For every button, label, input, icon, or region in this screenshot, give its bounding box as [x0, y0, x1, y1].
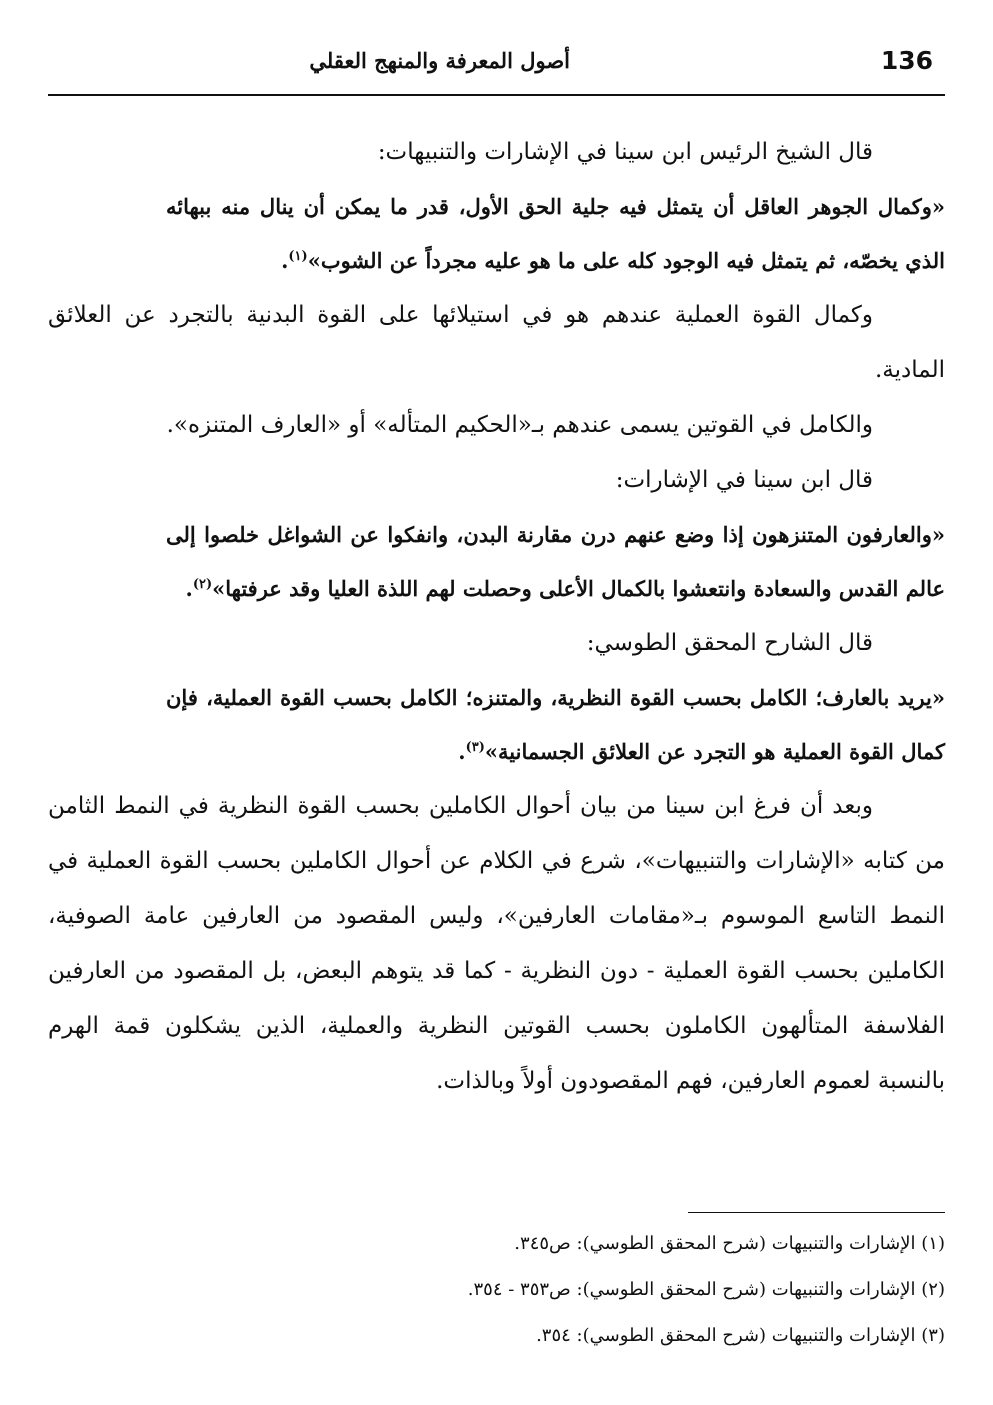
quote-2-end: .: [185, 576, 193, 601]
paragraph-5: قال الشارح المحقق الطوسي:: [586, 630, 873, 656]
quote-1: [166, 180, 945, 288]
footnotes: [48, 1221, 945, 1359]
footnote-1: [48, 1221, 945, 1267]
quote-3-end: .: [458, 739, 466, 764]
footnote-separator: [688, 1212, 945, 1213]
quote-3: [166, 671, 945, 779]
quote-2: [166, 508, 945, 616]
footnote-number: (٢): [921, 1279, 945, 1300]
footnote-ref-3: (٣): [465, 740, 485, 755]
quote-1-end: .: [281, 248, 289, 273]
paragraph-6: وبعد أن فرغ ابن سينا من بيان أحوال الكاملين بحسب القوة النظرية في النمط الثامن من كتابه «الإشارات والتنبيهات»، شرع في الكلام عن أحوال الكاملين بحسب القوة العملية في النمط التاسع الموسوم بـ«مقامات العارفين»، وليس المقصود من العارفين عامة الصوفية، الكاملين بحسب القوة العملية - دون النظرية - كما قد يتوهم البعض، بل المقصود من العارفين الفلاسفة المتألهون الكاملون بحسب القوتين النظرية والعملية، الذين يشكلون قمة الهرم بالنسبة لعموم العارفين، فهم المقصودون أولاً وبالذات.: [48, 793, 945, 1094]
quote-3-text: «يريد بالعارف؛ الكامل بحسب القوة النظرية، والمتنزه؛ الكامل بحسب القوة العملية، فإن كمال القوة العملية هو التجرد عن العلائق الجسمانية»: [166, 685, 945, 764]
quote-2-text: «والعارفون المتنزهون إذا وضع عنهم درن مقارنة البدن، وانفكوا عن الشواغل خلصوا إلى عالم القدس والسعادة وانتعشوا بالكمال الأعلى وحصلت لهم اللذة العليا وقد عرفتها»: [166, 522, 945, 601]
paragraph-1: قال الشيخ الرئيس ابن سينا في الإشارات والتنبيهات:: [377, 139, 873, 165]
footnote-text: الإشارات والتنبيهات (شرح المحقق الطوسي): ص٣٤٥.: [514, 1233, 916, 1254]
paragraph-2: وكمال القوة العملية عندهم هو في استيلائها على القوة البدنية بالتجرد عن العلائق المادية.: [48, 302, 945, 383]
paragraph-3: والكامل في القوتين يسمى عندهم بـ«الحكيم المتأله» أو «العارف المتنزه».: [166, 412, 873, 438]
paragraph-4: قال ابن سينا في الإشارات:: [615, 467, 873, 493]
footnote-ref-1: (١): [288, 249, 308, 264]
page-header: [48, 36, 945, 96]
footnote-number: (٣): [921, 1325, 945, 1346]
footnote-text: الإشارات والتنبيهات (شرح المحقق الطوسي): ص٣٥٣ - ٣٥٤.: [467, 1279, 916, 1300]
footnote-2: [48, 1267, 945, 1313]
footnote-ref-2: (٢): [192, 577, 213, 592]
quote-1-text: «وكمال الجوهر العاقل أن يتمثل فيه جلية الحق الأول، قدر ما يمكن أن ينال منه ببهائه الذي يخصّه، ثم يتمثل فيه الوجود كله على ما هو عليه مجرداً عن الشوب»: [166, 194, 945, 273]
running-title: أصول المعرفة والمنهج العقلي: [309, 48, 570, 73]
footnote-number: (١): [921, 1233, 945, 1254]
page-number: 136: [880, 46, 933, 75]
page-body: [48, 125, 945, 1109]
footnote-text: الإشارات والتنبيهات (شرح المحقق الطوسي): ٣٥٤.: [536, 1325, 916, 1346]
footnote-3: [48, 1313, 945, 1359]
